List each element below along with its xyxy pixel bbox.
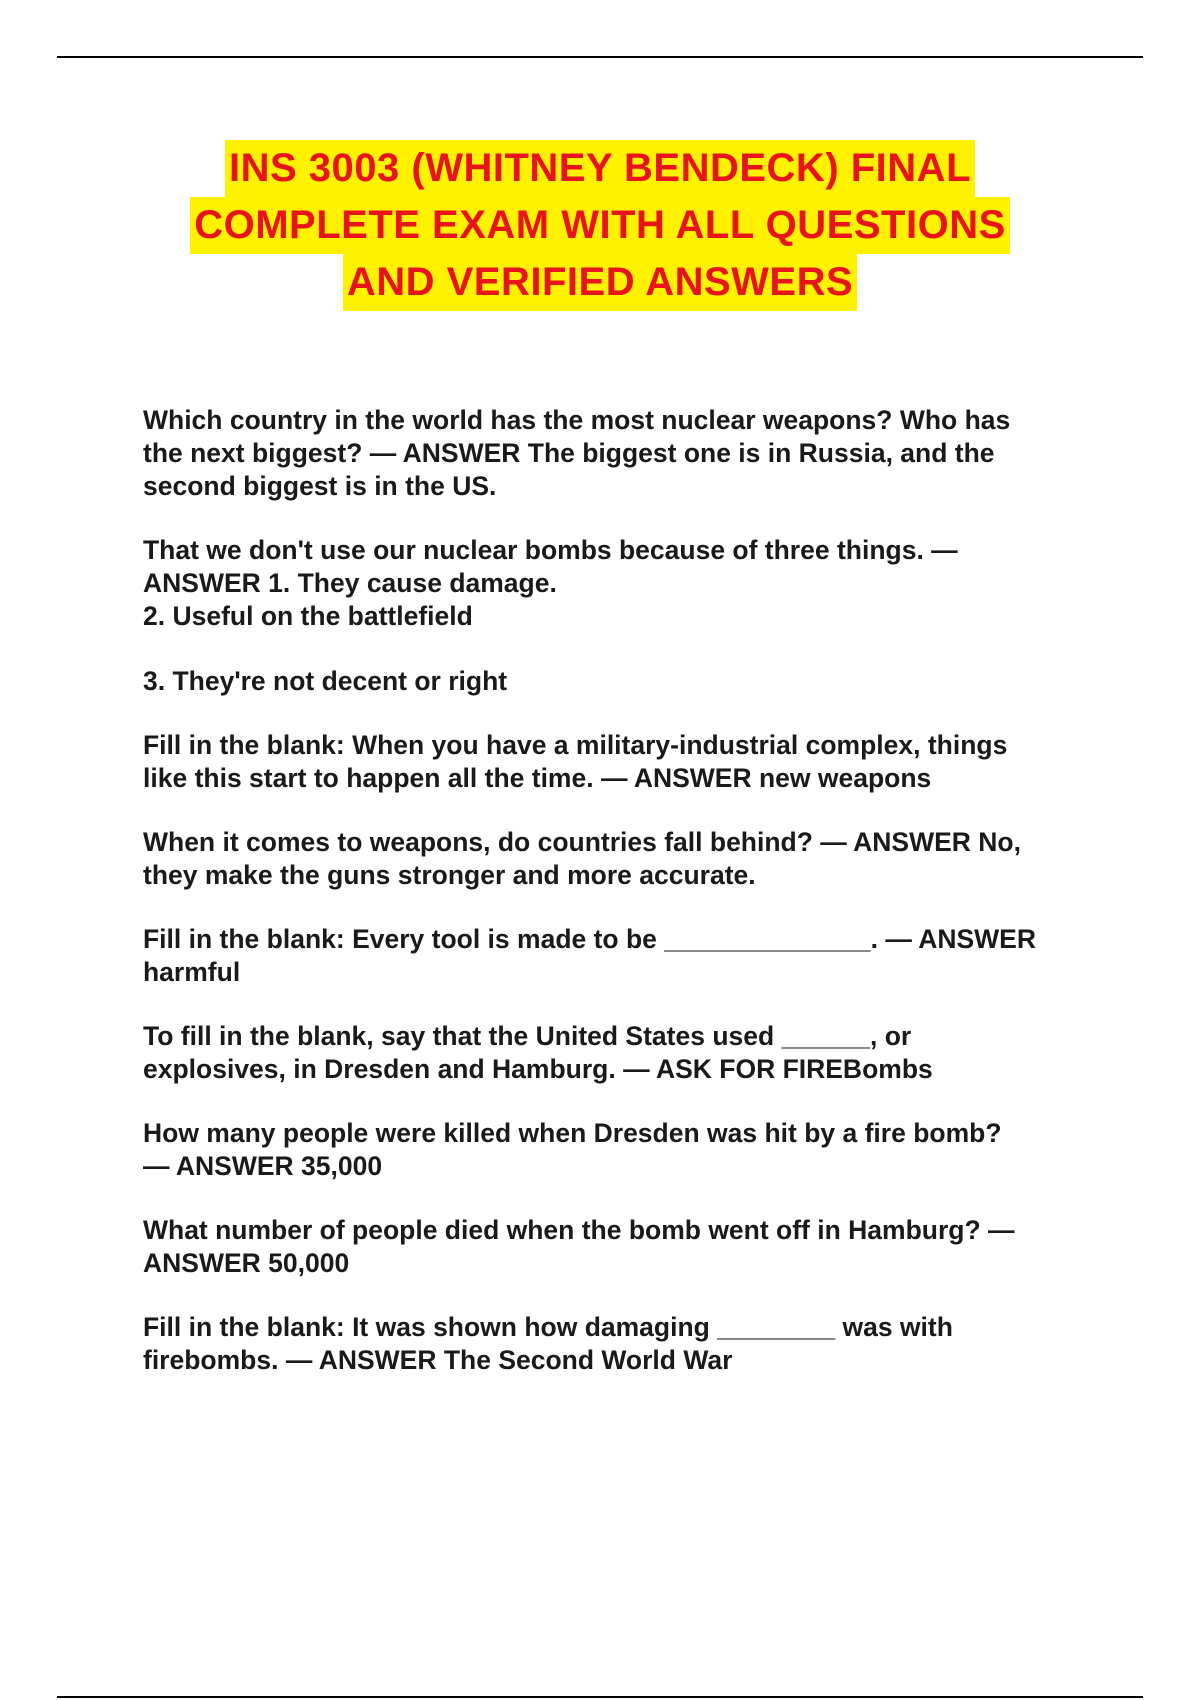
- qa-7-line-2: — ANSWER 35,000: [143, 1151, 383, 1181]
- qa-2-line-1: That we don't use our nuclear bombs because of three things. —: [143, 535, 958, 565]
- qa-8-line-1: What number of people died when the bomb went off in Hamburg? —: [143, 1215, 1015, 1245]
- qa-item-9: [143, 1311, 1103, 1377]
- qa-item-4: [143, 826, 1103, 892]
- qa-item-6: [143, 1020, 1103, 1086]
- qa-item-1: [143, 404, 1103, 503]
- qa-7-line-1: How many people were killed when Dresden was hit by a fire bomb?: [143, 1118, 1002, 1148]
- qa-1-line-2: the next biggest? — ANSWER The biggest one is in Russia, and the: [143, 438, 995, 468]
- qa-2-line-3: 2. Useful on the battlefield: [143, 601, 473, 631]
- qa-1-line-3: second biggest is in the US.: [143, 471, 497, 501]
- qa-6-line-1: To fill in the blank, say that the United States used ______, or: [143, 1021, 912, 1051]
- title-line-1: INS 3003 (WHITNEY BENDECK) FINAL: [225, 140, 975, 197]
- qa-5-line-1: Fill in the blank: Every tool is made to be ______________. — ANSWER: [143, 924, 1036, 954]
- qa-4-line-1: When it comes to weapons, do countries fall behind? — ANSWER No,: [143, 827, 1021, 857]
- qa-3-line-1: Fill in the blank: When you have a military-industrial complex, things: [143, 730, 1008, 760]
- qa-item-5: [143, 923, 1103, 989]
- qa-3-line-2: like this start to happen all the time. — ANSWER new weapons: [143, 763, 932, 793]
- qa-2-line-4: 3. They're not decent or right: [143, 666, 508, 696]
- page-title: [0, 140, 1200, 311]
- qa-2-line-2: ANSWER 1. They cause damage.: [143, 568, 557, 598]
- qa-9-line-1: Fill in the blank: It was shown how damaging ________ was with: [143, 1312, 953, 1342]
- qa-list: [143, 404, 1103, 1408]
- qa-item-2: [143, 534, 1103, 698]
- qa-item-7: [143, 1117, 1103, 1183]
- title-line-2: COMPLETE EXAM WITH ALL QUESTIONS: [190, 197, 1010, 254]
- qa-6-line-2: explosives, in Dresden and Hamburg. — ASK FOR FIREBombs: [143, 1054, 933, 1084]
- bottom-rule: [57, 1696, 1143, 1698]
- title-line-3: AND VERIFIED ANSWERS: [343, 254, 857, 311]
- qa-9-line-2: firebombs. — ANSWER The Second World War: [143, 1345, 733, 1375]
- qa-item-8: [143, 1214, 1103, 1280]
- qa-8-line-2: ANSWER 50,000: [143, 1248, 350, 1278]
- qa-item-3: [143, 729, 1103, 795]
- qa-5-line-2: harmful: [143, 957, 241, 987]
- top-rule: [57, 56, 1143, 58]
- qa-1-line-1: Which country in the world has the most nuclear weapons? Who has: [143, 405, 1011, 435]
- qa-4-line-2: they make the guns stronger and more accurate.: [143, 860, 756, 890]
